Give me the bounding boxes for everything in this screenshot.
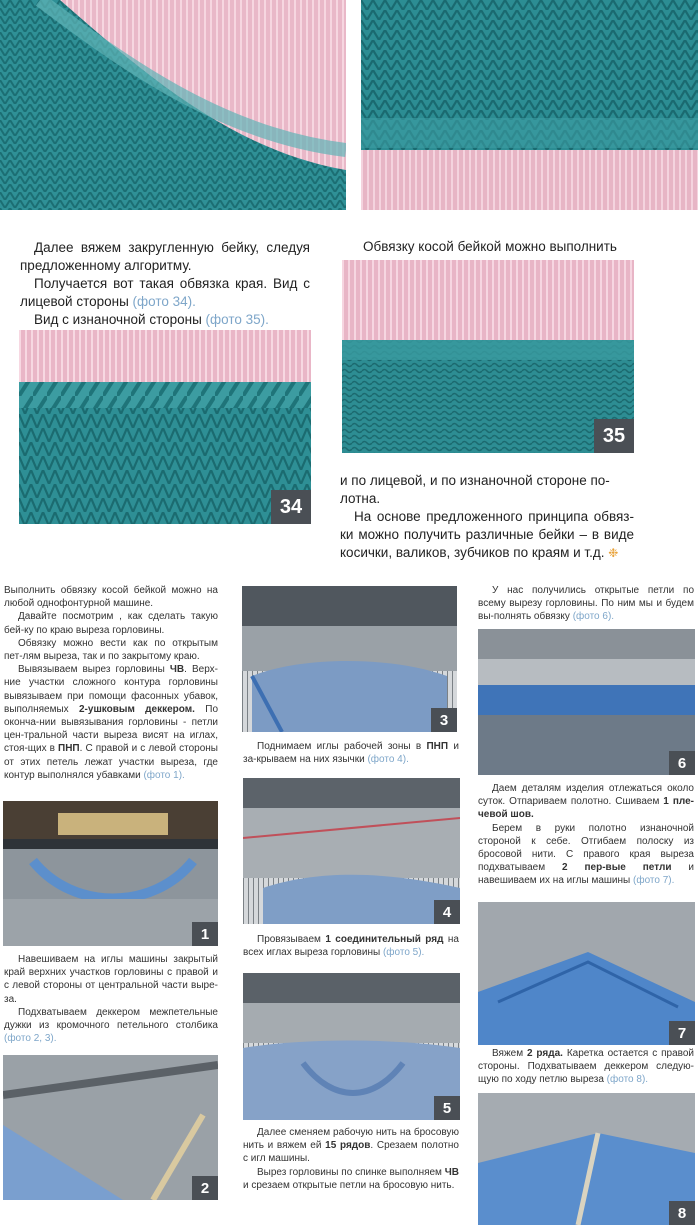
- photo-number-badge: 2: [192, 1176, 218, 1200]
- text-run: Далее сменяем рабочую нить на бросовую нить и вяжем ей: [243, 1127, 459, 1152]
- text-run: Вяжем: [492, 1048, 527, 1059]
- paragraph: [243, 740, 459, 766]
- photo-1: [3, 801, 218, 946]
- text-bold: 2 пер-вые петли: [562, 862, 672, 874]
- photo-number-badge: 8: [669, 1201, 695, 1225]
- intro-text-left: [20, 239, 310, 329]
- photo-reference: (фото 2, 3).: [4, 1033, 57, 1045]
- col1-text-top: [4, 584, 218, 782]
- machine-photo-8-image: [478, 1093, 695, 1225]
- photo-number-badge: 6: [669, 751, 695, 775]
- paragraph: [20, 275, 310, 311]
- intro-text-right: [349, 238, 631, 256]
- paragraph: [340, 472, 634, 508]
- text-run: Провязываем: [257, 934, 326, 945]
- photo-5: [243, 973, 460, 1120]
- machine-photo-3-image: [242, 586, 457, 732]
- paragraph: [4, 663, 218, 782]
- machine-photo-6-image: [478, 629, 695, 775]
- text-run: . Срезаем полотно с игл машины.: [243, 1140, 459, 1165]
- paragraph: [478, 1047, 694, 1087]
- photo-reference: (фото 34).: [132, 294, 196, 309]
- col2-text-1: [243, 740, 459, 766]
- col2-text-3: [243, 1126, 459, 1192]
- machine-photo-2-image: [3, 1055, 218, 1200]
- text-bold: ПНП: [426, 741, 449, 752]
- paragraph: [20, 311, 310, 329]
- photo-number-badge: 5: [434, 1096, 460, 1120]
- photo-top-left: [0, 0, 346, 210]
- text-run: Поднимаем иглы рабочей зоны в: [257, 741, 427, 752]
- col1-text-mid: [4, 953, 218, 1045]
- paragraph: [4, 1006, 218, 1046]
- paragraph-text: На основе предложенного принципа обвяз-ки можно получить различные бейки – в виде косички, валиков, зубчиков по краям и т.д.: [340, 509, 634, 560]
- paragraph: [243, 933, 459, 959]
- paragraph: Навешиваем на иглы машины закрытый край верхних участков горловины с правой и с левой стороны от центральной части выре-за.: [4, 954, 218, 1005]
- photo-7: [478, 902, 695, 1045]
- photo-number-badge: 1: [192, 922, 218, 946]
- text-run: Каретка остается с правой стороны. Подхватываем деккером следую-щую по ходу петлю выреза: [478, 1048, 694, 1086]
- knit-cable-image: [0, 0, 346, 210]
- paragraph-text: Вид с изнаночной стороны: [34, 312, 206, 327]
- photo-4: [243, 778, 460, 924]
- paragraph: Обвязку косой бейкой можно выполнить: [363, 239, 617, 254]
- photo-34: [19, 330, 311, 524]
- paragraph: Давайте посмотрим , как сделать такую бей-ку по краю выреза горловины.: [4, 611, 218, 636]
- text-run: на всех иглах выреза горловины: [243, 934, 459, 959]
- paragraph: [478, 782, 694, 822]
- text-run: и за-крываем на них язычки: [243, 741, 459, 766]
- text-run: По оконча-нии вывязывания горловины - петли цен-тральной части выреза висят на иглах, стоя-щих в: [4, 703, 218, 755]
- text-bold: 1 пле-чевой шов.: [478, 796, 694, 821]
- photo-reference: (фото 1).: [143, 769, 185, 781]
- photo-3: [242, 586, 457, 732]
- photo-number-badge: 7: [669, 1021, 695, 1045]
- text-run: . С правой и с левой стороны от этих петель лежат участки выреза, где контур выполнялся убавками: [4, 743, 218, 781]
- col3-text-2: [478, 782, 694, 888]
- machine-photo-5-image: [243, 973, 460, 1120]
- paragraph: [478, 822, 694, 888]
- photo-reference: (фото 7).: [633, 875, 675, 887]
- text-run: Вырез горловины по спинке выполняем: [257, 1166, 445, 1178]
- text-bold: 1 соединительный ряд: [325, 934, 444, 945]
- photo-2: [3, 1055, 218, 1200]
- photo-8: [478, 1093, 695, 1225]
- paragraph: [478, 584, 694, 624]
- text-bold: ПНП: [58, 743, 80, 755]
- paragraph-text: и по лицевой, и по изнаночной стороне по-: [340, 473, 610, 488]
- text-bold: ЧВ: [444, 1166, 459, 1178]
- paragraph: [340, 508, 634, 562]
- photo-reference: (фото 6).: [572, 611, 615, 623]
- photo-top-right: [361, 0, 698, 210]
- photo-reference: (фото 8).: [606, 1074, 649, 1086]
- paragraph: Далее вяжем закругленную бейку, следуя предложенному алгоритму.: [20, 240, 310, 273]
- text-run: . Верх-ние участки сложного контура горловины вывязываем при помощи фасонных убавок, выполняемых: [4, 664, 218, 715]
- paragraph: [243, 1126, 459, 1166]
- text-run: У нас получились открытые петли по всему вырезу горловины. По ним мы и будем вы-полнять обвязку: [478, 585, 694, 623]
- text-run: Подхватываем деккером межпетельные дужки из кромочного петельного столбика: [4, 1006, 218, 1032]
- machine-photo-1-image: [3, 801, 218, 946]
- text-run: Берем в руки полотно изнаночной стороной к себе. Отгибаем полоску из бросовой нити. С правого края выреза подхватываем: [478, 822, 694, 874]
- photo-35: [342, 260, 634, 453]
- photo-number-badge: 4: [434, 900, 460, 924]
- text-bold: 2 ряда.: [526, 1048, 563, 1059]
- machine-photo-4-image: [243, 778, 460, 924]
- col3-text-3: [478, 1047, 694, 1087]
- paragraph: [243, 1166, 459, 1192]
- machine-photo-7-image: [478, 902, 695, 1045]
- photo-reference: (фото 4).: [367, 754, 409, 766]
- cont-text-right: [340, 472, 634, 562]
- text-run: Вывязываем вырез горловины: [18, 664, 170, 676]
- text-bold: 15 рядов: [325, 1140, 371, 1152]
- knit-sample-34-image: [19, 330, 311, 524]
- knit-sample-35-image: [342, 260, 634, 453]
- col3-text-1: [478, 584, 694, 624]
- photo-number-badge: 34: [271, 490, 311, 524]
- paragraph-text: лотна.: [340, 491, 381, 506]
- text-bold: 2-ушковым деккером.: [78, 703, 206, 715]
- end-mark-icon: ❉: [608, 546, 619, 560]
- photo-reference: (фото 5).: [382, 947, 425, 959]
- knit-edge-image: [361, 0, 698, 210]
- text-run: и навешиваем их на иглы машины: [478, 862, 694, 887]
- photo-number-badge: 35: [594, 419, 634, 453]
- text-run: и срезаем открытые петли на бросовую нить.: [243, 1179, 455, 1191]
- photo-number-badge: 3: [431, 708, 457, 732]
- paragraph: Обвязку можно вести как по открытым пет-лям выреза, так и по закрытому краю.: [4, 637, 218, 663]
- text-bold: ЧВ: [169, 664, 185, 676]
- paragraph: Выполнить обвязку косой бейкой можно на любой однофонтурной машине.: [4, 585, 218, 610]
- photo-6: [478, 629, 695, 775]
- photo-reference: (фото 35).: [205, 312, 269, 327]
- paragraph-text: Получается вот такая обвязка края. Вид с лицевой стороны: [20, 276, 310, 309]
- col2-text-2: [243, 933, 459, 959]
- text-run: Даем деталям изделия отлежаться около суток. Отпариваем полотно. Сшиваем: [478, 783, 694, 808]
